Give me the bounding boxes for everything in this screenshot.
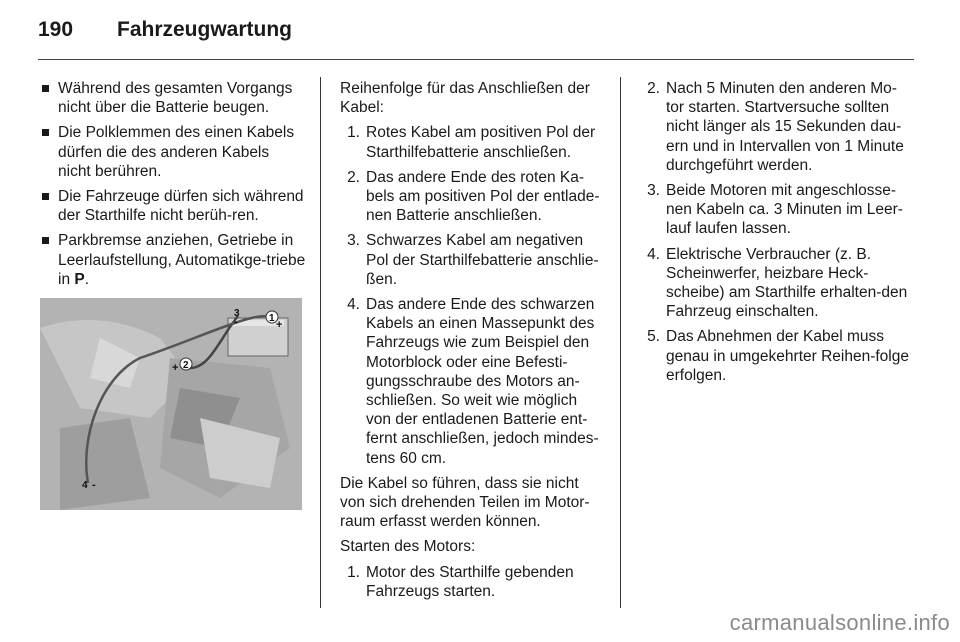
safety-bullet-list [40,79,306,289]
page-title: Fahrzeugwartung [117,18,293,41]
column-divider-1 [320,77,321,608]
list-item: 4. Elektrische Verbraucher (z. B. Scheinwerfer, heizbare Heck-scheibe) am Starthilfe erhalten-den Fahrzeug einschalten. [647,245,908,321]
bullet-item: Während des gesamten Vorgangs nicht über die Batterie beugen. [40,79,306,117]
figure-label-3: 3 [234,308,240,319]
engine-bay-illustration [40,298,302,510]
site-watermark: carmanualsonline.info [729,610,950,635]
figure-minus-4: - [92,479,96,491]
list-item: 3. Schwarzes Kabel am negativen Pol der Starthilfebatterie anschlie-ßen. [347,232,599,288]
list-item: 1. Rotes Kabel am positiven Pol der Starthilfebatterie anschließen. [347,124,596,161]
figure-minus-3: - [234,316,238,328]
column-2 [340,79,605,607]
connection-steps [340,123,605,467]
start-steps [340,563,605,601]
list-item: 2. Das andere Ende des roten Ka-bels am positiven Pol der entlade-nen Batterie anschließen. [347,168,600,225]
list-item: 2. Nach 5 Minuten den anderen Mo-tor starten. Startversuche sollten nicht länger als 15 Sekunden dau-ern und in Intervallen von 1 Minute durchgeführt werden. [647,80,904,174]
gear-position-p: P [74,270,85,288]
list-item: 4. Das andere Ende des schwarzen Kabels an einen Massepunkt des Fahrzeugs wie zum Beispiel den Motorblock oder eine Befesti-gungsschraube des Motors an-schließen. So weit wie möglich von der entladenen Batterie ent-fernt anschließen, jedoch mindes-tens 60 cm. [347,296,599,467]
figure-label-4: 4 [82,480,88,491]
column-1 [40,79,306,295]
bullet-item: Parkbremse anziehen, Getriebe in Leerlaufstellung, Automatikge-triebe in P. [40,231,306,289]
start-heading: Starten des Motors: [340,538,476,556]
figure-label-1: 1 [269,313,275,324]
list-item: 3. Beide Motoren mit angeschlosse-nen Kabeln ca. 3 Minuten im Leer-lauf laufen lassen. [647,182,903,238]
figure-label-2: 2 [183,360,189,371]
column-3 [640,79,910,391]
list-item: 1. Motor des Starthilfe gebenden Fahrzeugs starten. [347,563,574,600]
list-item: 5. Das Abnehmen der Kabel muss genau in umgekehrter Reihen-folge erfolgen. [647,328,909,384]
jump-start-figure [40,298,302,510]
page-header [0,0,960,60]
bullet-item: Die Polklemmen des einen Kabels dürfen die des anderen Kabels nicht berühren. [40,123,306,181]
start-steps-continued [640,79,910,385]
figure-plus-2: + [172,362,179,374]
cable-routing-note: Die Kabel so führen, dass sie nicht von sich drehenden Teilen im Motor-raum erfasst werden können. [340,474,590,531]
page-number: 190 [38,18,74,41]
bullet-item: Die Fahrzeuge dürfen sich während der Starthilfe nicht berüh-ren. [40,187,306,225]
connection-intro: Reihenfolge für das Anschließen der Kabel: [340,80,590,117]
column-divider-2 [620,77,621,608]
header-rule [38,59,914,60]
figure-plus-1: + [276,319,283,331]
